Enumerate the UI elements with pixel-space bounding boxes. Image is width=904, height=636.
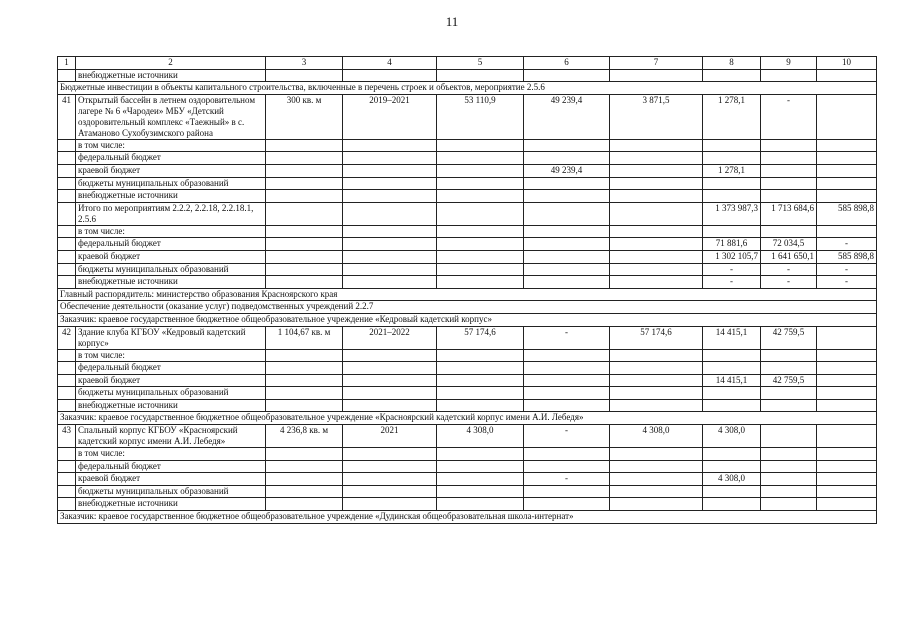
cell-value: -	[761, 276, 817, 289]
row-label: краевой бюджет	[76, 374, 266, 387]
cell-value: 14 415,1	[703, 326, 761, 349]
table-row	[58, 473, 877, 486]
section-heading: Заказчик: краевое государственное бюджетное общеобразовательное учреждение «Красноярский кадетский корпус имени А.И. Лебедя»	[58, 412, 877, 425]
row-label: бюджеты муниципальных образований	[76, 177, 266, 190]
row-label: бюджеты муниципальных образований	[76, 387, 266, 400]
cell-value: 57 174,6	[610, 326, 703, 349]
cell-value: -	[761, 263, 817, 276]
cell-value: -	[524, 326, 610, 349]
column-number: 8	[703, 57, 761, 70]
cell-value: 49 239,4	[524, 164, 610, 177]
cell-value: 4 308,0	[703, 425, 761, 448]
cell-value: 1 302 105,7	[703, 250, 761, 263]
table-row	[58, 263, 877, 276]
column-number: 1	[58, 57, 76, 70]
cell-value: 72 034,5	[761, 238, 817, 251]
row-label: в том числе:	[76, 349, 266, 362]
table-row	[58, 326, 877, 349]
row-label: федеральный бюджет	[76, 460, 266, 473]
table-row	[58, 349, 877, 362]
row-label: внебюджетные источники	[76, 399, 266, 412]
totals-label: Итого по мероприятиям 2.2.2, 2.2.18, 2.2.18.1, 2.5.6	[76, 202, 266, 225]
table-row	[58, 460, 877, 473]
row-label: в том числе:	[76, 139, 266, 152]
section-row	[58, 82, 877, 95]
row-label: федеральный бюджет	[76, 362, 266, 375]
column-number: 10	[817, 57, 877, 70]
table-row	[58, 94, 877, 139]
table-row	[58, 164, 877, 177]
table-row	[58, 202, 877, 225]
table-row	[58, 485, 877, 498]
period-value: 2021	[343, 425, 437, 448]
cell-value: 42 759,5	[761, 326, 817, 349]
row-label: бюджеты муниципальных образований	[76, 263, 266, 276]
cost-value: 57 174,6	[437, 326, 524, 349]
table-row	[58, 139, 877, 152]
row-label: внебюджетные источники	[76, 69, 266, 82]
table-row	[58, 177, 877, 190]
table-row	[58, 498, 877, 511]
period-value: 2019–2021	[343, 94, 437, 139]
section-row	[58, 412, 877, 425]
section-heading: Заказчик: краевое государственное бюджетное общеобразовательное учреждение «Кедровый кадетский корпус»	[58, 313, 877, 326]
row-label: федеральный бюджет	[76, 238, 266, 251]
table-row	[58, 448, 877, 461]
section-row	[58, 313, 877, 326]
column-number-row	[58, 57, 877, 70]
table-row	[58, 250, 877, 263]
table-row	[58, 152, 877, 165]
cell-value: -	[761, 94, 817, 139]
page-number: 11	[445, 14, 459, 29]
cell-value: 42 759,5	[761, 374, 817, 387]
row-label: в том числе:	[76, 225, 266, 238]
section-heading: Главный распорядитель: министерство образования Красноярского края	[58, 288, 877, 301]
object-name: Открытый бассейн в летнем оздоровительном лагере № 6 «Чародеи» МБУ «Детский оздоровительный комплекс «Таежный» в с. Атаманово Сухобузимского района	[76, 94, 266, 139]
cell-value: 3 871,5	[610, 94, 703, 139]
budget-table	[57, 56, 877, 524]
section-row	[58, 288, 877, 301]
section-heading: Обеспечение деятельности (оказание услуг) подведомственных учреждений 2.2.7	[58, 301, 877, 314]
column-number: 9	[761, 57, 817, 70]
column-number: 4	[343, 57, 437, 70]
column-number: 7	[610, 57, 703, 70]
cost-value: 53 110,9	[437, 94, 524, 139]
table-row	[58, 399, 877, 412]
cost-value: 4 308,0	[437, 425, 524, 448]
column-number: 3	[266, 57, 343, 70]
row-label: краевой бюджет	[76, 250, 266, 263]
column-number: 5	[437, 57, 524, 70]
cell-value: -	[524, 473, 610, 486]
row-label: краевой бюджет	[76, 473, 266, 486]
row-label: внебюджетные источники	[76, 276, 266, 289]
column-number: 2	[76, 57, 266, 70]
section-row	[58, 301, 877, 314]
cell-value: 1 278,1	[703, 94, 761, 139]
row-label: федеральный бюджет	[76, 152, 266, 165]
cell-value: 14 415,1	[703, 374, 761, 387]
item-number: 42	[58, 326, 76, 349]
row-label: краевой бюджет	[76, 164, 266, 177]
table-row	[58, 225, 877, 238]
table-row	[58, 387, 877, 400]
capacity-value: 300 кв. м	[266, 94, 343, 139]
capacity-value: 4 236,8 кв. м	[266, 425, 343, 448]
object-name: Спальный корпус КГБОУ «Красноярский кадетский корпус имени А.И. Лебедя»	[76, 425, 266, 448]
section-heading: Заказчик: краевое государственное бюджетное общеобразовательное учреждение «Дудинская общеобразовательная школа-интернат»	[58, 511, 877, 524]
cell-value: 585 898,8	[817, 250, 877, 263]
table-row	[58, 362, 877, 375]
section-row	[58, 511, 877, 524]
cell-value: -	[817, 263, 877, 276]
table-row	[58, 425, 877, 448]
cell-value: 4 308,0	[610, 425, 703, 448]
cell-value: 49 239,4	[524, 94, 610, 139]
cell-value: 4 308,0	[703, 473, 761, 486]
item-number: 41	[58, 94, 76, 139]
cell-value: 1 373 987,3	[703, 202, 761, 225]
item-number: 43	[58, 425, 76, 448]
cell-value: -	[524, 425, 610, 448]
cell-value: 1 278,1	[703, 164, 761, 177]
capacity-value: 1 104,67 кв. м	[266, 326, 343, 349]
period-value: 2021–2022	[343, 326, 437, 349]
row-label: бюджеты муниципальных образований	[76, 485, 266, 498]
table-row	[58, 69, 877, 82]
row-label: внебюджетные источники	[76, 190, 266, 203]
cell-value: 71 881,6	[703, 238, 761, 251]
row-label: в том числе:	[76, 448, 266, 461]
row-label: внебюджетные источники	[76, 498, 266, 511]
table-row	[58, 374, 877, 387]
section-heading: Бюджетные инвестиции в объекты капитального строительства, включенные в перечень строек и объектов, мероприятие 2.5.6	[58, 82, 877, 95]
table-row	[58, 238, 877, 251]
cell-value: 1 713 684,6	[761, 202, 817, 225]
cell-value: 1 641 650,1	[761, 250, 817, 263]
table-row	[58, 190, 877, 203]
cell-value: -	[817, 276, 877, 289]
cell-value: -	[703, 276, 761, 289]
cell-value: 585 898,8	[817, 202, 877, 225]
cell-value: -	[817, 238, 877, 251]
table-row	[58, 276, 877, 289]
cell-value: -	[703, 263, 761, 276]
column-number: 6	[524, 57, 610, 70]
object-name: Здание клуба КГБОУ «Кедровый кадетский корпус»	[76, 326, 266, 349]
